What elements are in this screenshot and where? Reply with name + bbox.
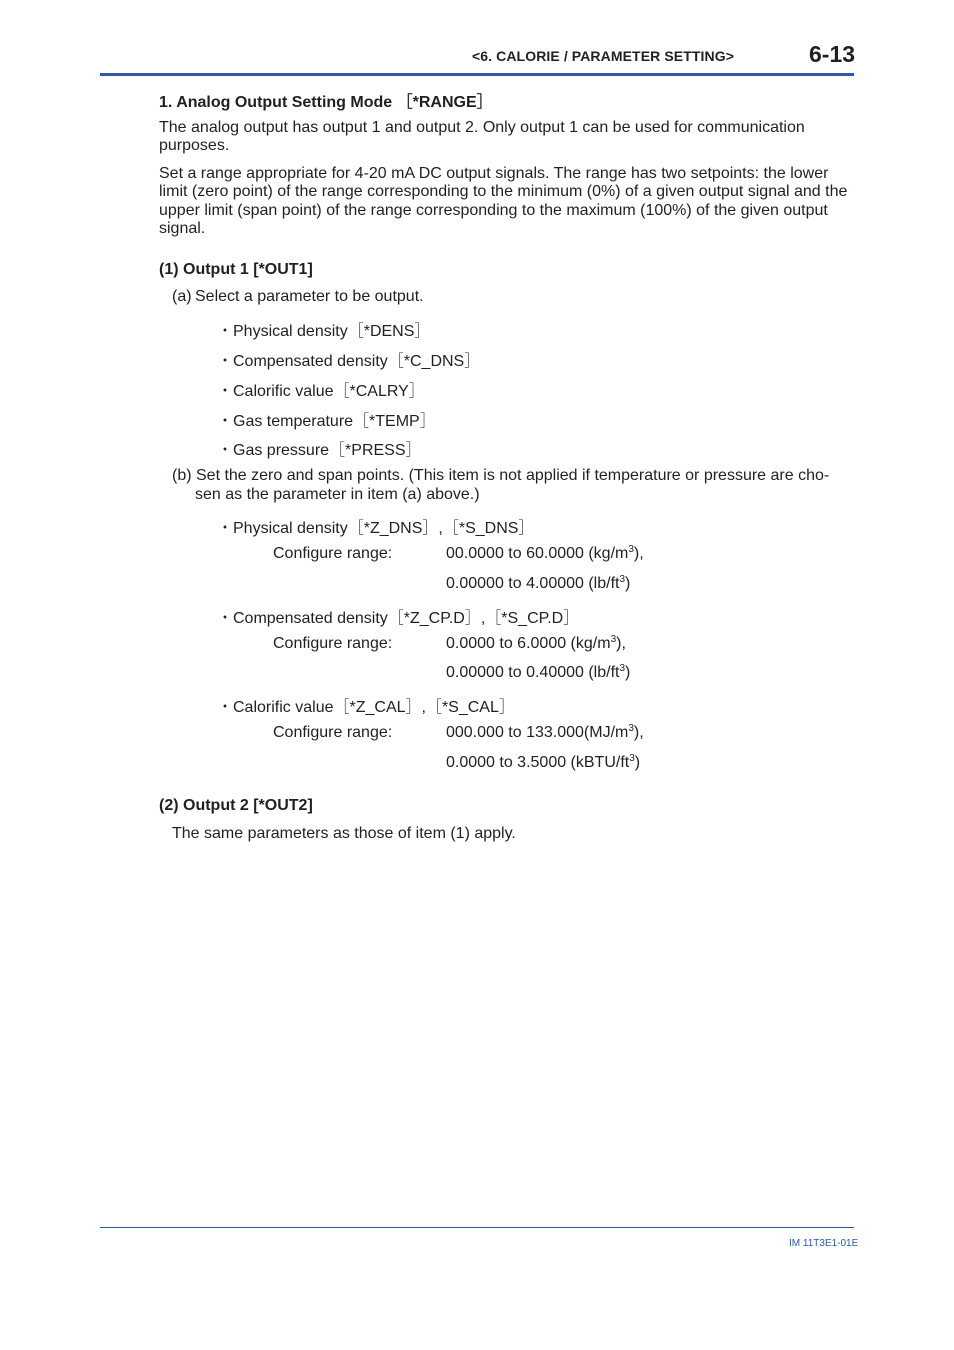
output2-heading: (2) Output 2 [*OUT2]	[159, 797, 313, 814]
range-value: 00.0000 to 60.0000 $(kg/m^3)$,	[446, 544, 644, 562]
range-bullet-calorific-value: ・Calorific value［*Z_CAL］,［*S_CAL］	[217, 699, 515, 716]
range-value: 0.00000 to 4.00000 $(lb/ft^3)$	[446, 574, 631, 592]
range-value: 0.0000 to 6.0000 $(kg/m^3)$,	[446, 634, 626, 652]
configure-range-label: Configure range:	[273, 545, 393, 562]
range-value: 000.000 to $133.000(MJ/m^3)$,	[446, 723, 644, 741]
range-value: 0.0000 to 3.5000 $(kBTU/ft^3)$	[446, 753, 641, 771]
bullet-gas-pressure: ・Gas pressure［*PRESS］	[217, 442, 422, 459]
bullet-gas-temperature: ・Gas temperature［*TEMP］	[217, 413, 436, 430]
item-b-marker: (b)	[172, 467, 192, 484]
section-heading: 1. Analog Output Setting Mode ［*RANGE］	[159, 94, 493, 111]
bullet-calorific-value: ・Calorific value［*CALRY］	[217, 383, 425, 400]
footer-rule	[100, 1227, 854, 1228]
output2-text: The same parameters as those of item (1) apply.	[172, 825, 516, 842]
configure-range-label: Configure range:	[273, 635, 393, 652]
bullet-compensated-density: ・Compensated density［*C_DNS］	[217, 353, 481, 370]
item-b-text-line1: Set the zero and span points. (This item is not applied if temperature or pressure are cho-	[196, 467, 830, 484]
item-b-text-line2: sen as the parameter in item (a) above.)	[195, 486, 480, 503]
bullet-physical-density: ・Physical density［*DENS］	[217, 323, 431, 340]
document-id: IM 11T3E1-01E	[789, 1238, 859, 1249]
range-bullet-compensated-density: ・Compensated density［*Z_CP.D］,［*S_CP.D］	[217, 610, 580, 627]
item-a-text: Select a parameter to be output.	[195, 288, 424, 305]
header-section-title: <6. CALORIE / PARAMETER SETTING>	[472, 48, 734, 64]
output1-heading: (1) Output 1 [*OUT1]	[159, 261, 313, 278]
range-paragraph: Set a range appropriate for 4-20 mA DC output signals. The range has two setpoints: the lower limit (zero point) of the range corresponding to the minimum (0%) of a given output signal and the upper limit (span point) of the range corresponding to the maximum (100%) of the given output signal.	[159, 165, 848, 237]
header-rule	[100, 73, 854, 76]
configure-range-label: Configure range:	[273, 724, 393, 741]
range-bullet-physical-density: ・Physical density［*Z_DNS］,［*S_DNS］	[217, 520, 535, 537]
page-number: 6-13	[809, 41, 856, 67]
intro-paragraph: The analog output has output 1 and output 2. Only output 1 can be used for communication purposes.	[159, 119, 805, 155]
page-header	[0, 0, 954, 80]
item-a-marker: (a)	[172, 288, 192, 305]
range-value: 0.00000 to 0.40000 $(lb/ft^3)$	[446, 663, 631, 681]
